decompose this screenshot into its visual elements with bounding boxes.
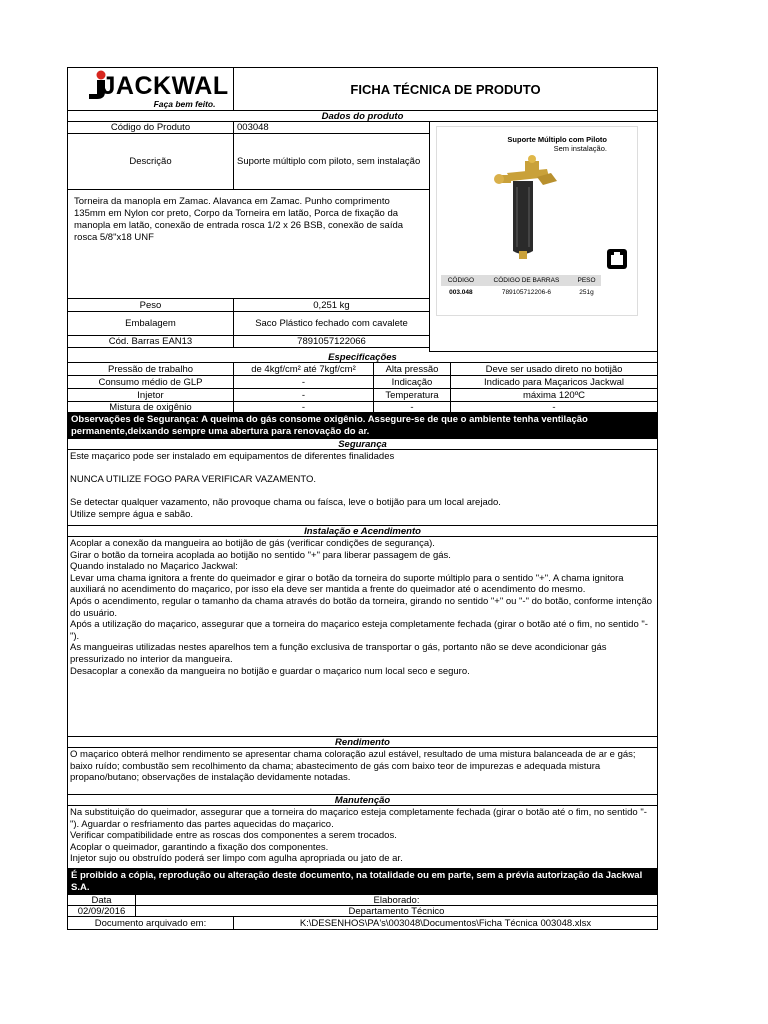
spec-row — [68, 376, 657, 389]
spec-value-2: - — [552, 402, 556, 412]
spec-row — [68, 363, 657, 376]
seguranca-line: Utilize sempre água e sabão. — [70, 508, 194, 520]
descricao-value: Suporte múltiplo com piloto, sem instalação — [237, 155, 421, 167]
spec-value-2: Indicado para Maçaricos Jackwal — [484, 376, 624, 388]
footer-data-label: Data — [68, 895, 136, 905]
descricao-label: Descrição — [68, 134, 234, 189]
instalacao-line: Quando instalado no Maçarico Jackwal: — [70, 561, 238, 573]
spec-label-2: Temperatura — [374, 389, 451, 401]
seguranca-line: Se detectar qualquer vazamento, não provoque chama ou faísca, leve o botijão para um local arejado. — [70, 497, 501, 509]
footer-elaborado-label: Elaborado: — [373, 895, 420, 905]
spec-label-2: - — [374, 402, 451, 412]
codigo-value: 003048 — [237, 122, 269, 133]
spec-label-2: Alta pressão — [374, 363, 451, 375]
spec-label: Injetor — [68, 389, 234, 401]
spec-label: Pressão de trabalho — [68, 363, 234, 375]
photo-header-barras: CÓDIGO DE BARRAS — [493, 277, 560, 284]
section-especificacoes: Especificações — [328, 352, 397, 362]
rendimento-text: O maçarico obterá melhor rendimento se apresentar chama coloração azul estável, resultado de uma mistura balanceada de ar e gás; baixo ruído; combustão sem recolhimento da chama; abastecimento de gás com baixo teor de impurezas e adequada mistura propano/butano; observações de instalação devidamente notadas. — [70, 749, 636, 784]
manutencao-line: Verificar compatibilidade entre as roscas dos componentes a serem trocados. — [70, 830, 397, 842]
instalacao-line: Girar o botão da torneira acoplada ao botijão no sentido "+" para liberar passagem de gás. — [70, 549, 451, 561]
product-photo — [436, 126, 638, 316]
footer-arquivo-value: K:\DESENHOS\PA's\003048\Documentos\Ficha Técnica 003048.xlsx — [299, 917, 592, 929]
spec-value: de 4kgf/cm² até 7kgf/cm² — [234, 363, 374, 375]
spec-value: - — [234, 376, 374, 388]
photo-title: Suporte Múltiplo com Piloto — [507, 135, 607, 144]
spec-label: Mistura de oxigênio — [68, 402, 234, 412]
footer-data-value: 02/09/2016 — [68, 906, 136, 916]
section-instalacao: Instalação e Acendimento — [304, 526, 421, 536]
section-rendimento: Rendimento — [335, 737, 390, 747]
seguranca-text — [68, 450, 657, 522]
logo-tagline: Faça bem feito. — [153, 98, 216, 109]
footer-arquivo-label: Documento arquivado em: — [68, 917, 234, 929]
weight-icon — [607, 249, 627, 269]
instalacao-line: Após o acendimento, regular o tamanho da chama através do botão da torneira, girando no sentido "+" ou "-" do botão, conforme intenção do usuário. — [70, 595, 653, 619]
manutencao-line: Injetor sujo ou obstruído poderá ser limpo com agulha apropriada ou jato de ar. — [70, 853, 403, 865]
ean-value: 7891057122066 — [297, 336, 366, 347]
seguranca-warning: NUNCA UTILIZE FOGO PARA VERIFICAR VAZAMENTO. — [70, 474, 316, 486]
torch-holder-icon — [467, 151, 587, 261]
manutencao-text — [68, 806, 657, 866]
photo-value-codigo: 003.048 — [449, 289, 473, 296]
instalacao-line: Após a utilização do maçarico, assegurar que a torneira do maçarico esteja completamente fechada (girar o botão até o fim, no sentido "-"). — [70, 619, 648, 642]
product-image-panel — [430, 122, 657, 352]
manutencao-line: Na substituição do queimador, assegurar que a torneira do maçarico esteja completamente fechada (girar o botão até o fim, no sentido "-"). Aguardar o resfriamento das partes aquecidas do maçarico. — [70, 807, 647, 830]
photo-spec-table — [441, 275, 601, 299]
photo-header-peso: PESO — [577, 277, 596, 284]
spec-row — [68, 389, 657, 402]
spec-label-2: Indicação — [374, 376, 451, 388]
spec-row — [68, 402, 657, 413]
instalacao-line: Acoplar a conexão da mangueira ao botijão de gás (verificar condições de segurança). — [70, 538, 435, 549]
peso-value: 0,251 kg — [313, 299, 350, 311]
dados-block — [68, 122, 657, 352]
product-datasheet — [67, 67, 658, 930]
photo-header-codigo: CÓDIGO — [447, 277, 475, 284]
section-dados-produto: Dados do produto — [321, 111, 404, 121]
embalagem-value: Saco Plástico fechado com cavalete — [255, 318, 408, 329]
header-row — [68, 68, 657, 111]
instalacao-line: Levar uma chama ignitora a frente do queimador e girar o botão da torneira do suporte múltiplo para o sentido "+". A chama ignitora auxiliará no acendimento do maçarico, por isso ela deve ser mantida a frente do queimador até o acendimento do mesmo. — [70, 572, 624, 596]
jackwal-logo — [68, 68, 234, 110]
spec-value: - — [234, 389, 374, 401]
spec-value-2: Deve ser usado direto no botijão — [485, 363, 623, 375]
photo-value-barras: 789105712206-6 — [501, 289, 551, 296]
spec-label: Consumo médio de GLP — [68, 376, 234, 388]
spec-value: - — [234, 402, 374, 412]
peso-label: Peso — [68, 299, 234, 311]
photo-subtitle: Sem instalação. — [553, 144, 607, 153]
spec-description: Torneira da manopla em Zamac. Alavanca em Zamac. Punho comprimento 135mm em Nylon cor preto, Corpo da Torneira em latão, Porca de fixação da manopla em latão, conexão de entrada rosca 1/2 x 26 BSB, conexão de saída rosca 5/8"x18 UNF — [74, 196, 404, 243]
section-manutencao: Manutenção — [334, 795, 391, 805]
seguranca-line: Este maçarico pode ser instalado em equipamentos de diferentes finalidades — [70, 451, 395, 462]
codigo-label: Código do Produto — [68, 122, 234, 133]
footer-elaborado-value: Departamento Técnico — [348, 906, 445, 916]
manutencao-line: Acoplar o queimador, garantindo a fixação dos componentes. — [70, 841, 329, 853]
embalagem-label: Embalagem — [68, 312, 234, 335]
instalacao-line: Desacoplar a conexão da mangueira no botijão e guardar o maçarico num local seco e seguro. — [70, 665, 470, 677]
copyright-notice: É proibido a cópia, reprodução ou alteração deste documento, na totalidade ou em parte, sem a prévia autorização da Jackwal S.A. — [68, 869, 657, 894]
photo-value-peso: 251g — [579, 289, 594, 296]
safety-observations: Observações de Segurança: A queima do gás consome oxigênio. Assegure-se de que o ambiente tenha ventilação permanente,deixando sempre uma abertura para renovação do ar. — [68, 413, 657, 438]
ean-label: Cód. Barras EAN13 — [68, 336, 234, 347]
spec-value-2: máxima 120ºC — [522, 389, 586, 401]
document-title: FICHA TÉCNICA DE PRODUTO — [350, 81, 541, 97]
logo-brand-text: JACKWAL — [101, 71, 229, 100]
instalacao-text — [68, 537, 657, 678]
instalacao-line: As mangueiras utilizadas nestes aparelhos tem a função exclusiva de transportar o gás, portanto não se deve acondicionar gás pressurizado no interior da mangueira. — [70, 642, 607, 665]
section-seguranca: Segurança — [338, 439, 387, 449]
